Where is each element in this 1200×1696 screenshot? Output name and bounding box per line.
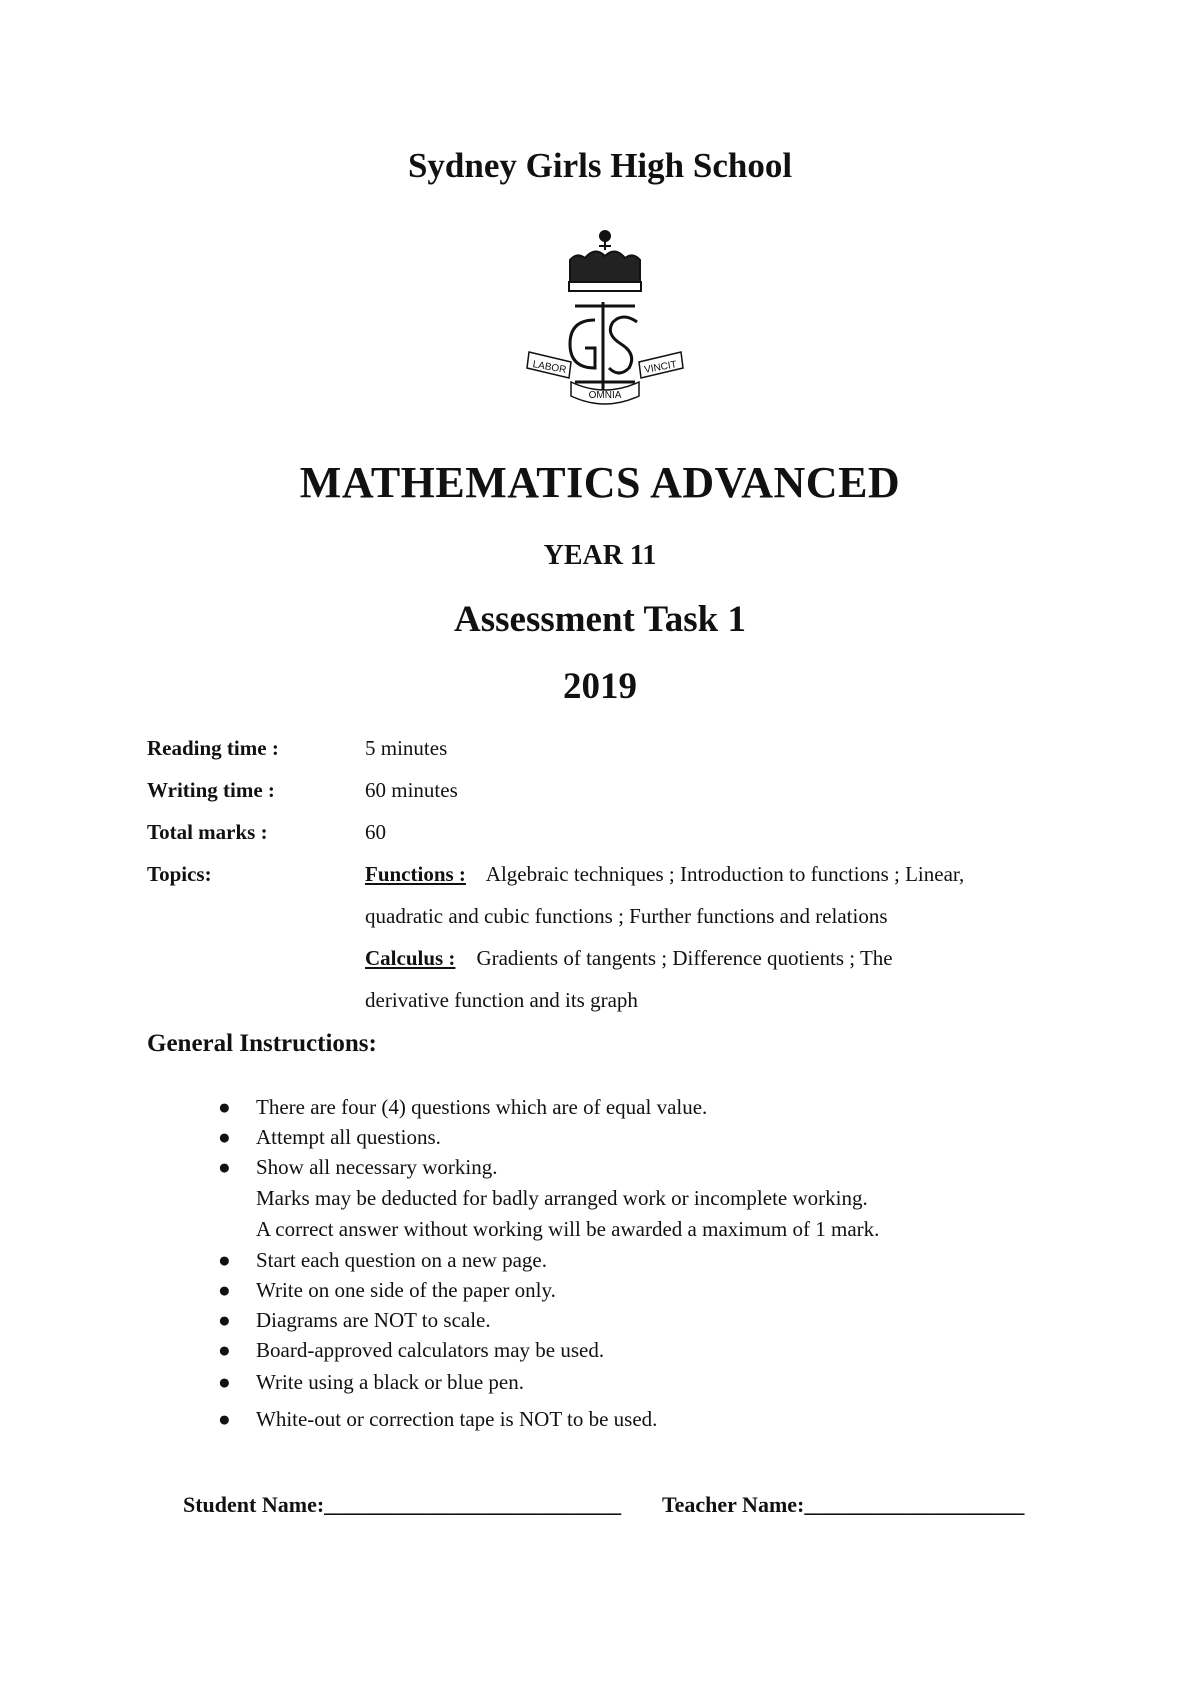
bullet-icon: ● <box>218 1278 231 1302</box>
list-item: ● There are four (4) questions which are of equal value. <box>218 1095 708 1119</box>
reading-time-label: Reading time : <box>147 736 279 760</box>
list-item: ● Start each question on a new page. <box>218 1248 547 1272</box>
bullet-icon: ● <box>218 1338 231 1362</box>
exam-year: 2019 <box>563 666 637 707</box>
list-item: ● Attempt all questions. <box>218 1125 441 1149</box>
task-title: Assessment Task 1 <box>454 599 746 640</box>
bullet-icon: ● <box>218 1125 231 1149</box>
bullet-icon: ● <box>218 1370 231 1394</box>
bullet-icon: ● <box>218 1407 231 1431</box>
bullet-icon: ● <box>218 1095 231 1119</box>
subject-title: MATHEMATICS ADVANCED <box>299 458 901 507</box>
list-item: ● Diagrams are NOT to scale. <box>218 1308 491 1332</box>
topics-calculus <box>365 946 893 971</box>
total-marks-label: Total marks : <box>147 820 268 844</box>
year-level: YEAR 11 <box>543 540 657 571</box>
functions-line2: quadratic and cubic functions ; Further functions and relations <box>365 904 888 928</box>
writing-time-label: Writing time : <box>147 778 275 802</box>
bullet-icon: ● <box>218 1155 231 1179</box>
student-name-field: Student Name:___________________________ <box>183 1492 622 1517</box>
functions-line1: Algebraic techniques ; Introduction to functions ; Linear, <box>485 862 965 886</box>
bullet-icon: ● <box>218 1308 231 1332</box>
instructions-list <box>213 1095 1113 1437</box>
list-item: ● Write on one side of the paper only. <box>218 1278 556 1302</box>
calculus-line2: derivative function and its graph <box>365 988 638 1012</box>
functions-title: Functions : <box>365 862 466 886</box>
instructions-heading: General Instructions: <box>147 1030 377 1057</box>
list-item: ● Board-approved calculators may be used. <box>218 1338 605 1362</box>
motto-word: OMNIA <box>588 390 622 401</box>
reading-time-value: 5 minutes <box>365 736 448 760</box>
writing-time-value: 60 minutes <box>365 778 458 802</box>
motto-word: LABOR <box>531 359 568 376</box>
topics-label: Topics: <box>147 862 212 886</box>
school-name: Sydney Girls High School <box>407 146 793 185</box>
calculus-title: Calculus : <box>365 946 456 970</box>
school-crest-icon <box>525 222 685 422</box>
motto-word: VINCIT <box>643 359 678 376</box>
list-item: ● White-out or correction tape is NOT to be used. <box>218 1407 658 1431</box>
list-item-continuation: Marks may be deducted for badly arranged work or incomplete working. <box>256 1186 868 1210</box>
list-item: ● Show all necessary working. <box>218 1155 498 1179</box>
total-marks-value: 60 <box>365 820 386 844</box>
calculus-line1: Gradients of tangents ; Difference quotients ; The <box>476 946 893 970</box>
topics-functions <box>365 862 964 887</box>
teacher-name-field: Teacher Name:____________________ <box>662 1492 1025 1517</box>
bullet-icon: ● <box>218 1248 231 1272</box>
list-item: ● Write using a black or blue pen. <box>218 1370 524 1394</box>
list-item-continuation: A correct answer without working will be awarded a maximum of 1 mark. <box>256 1217 880 1241</box>
